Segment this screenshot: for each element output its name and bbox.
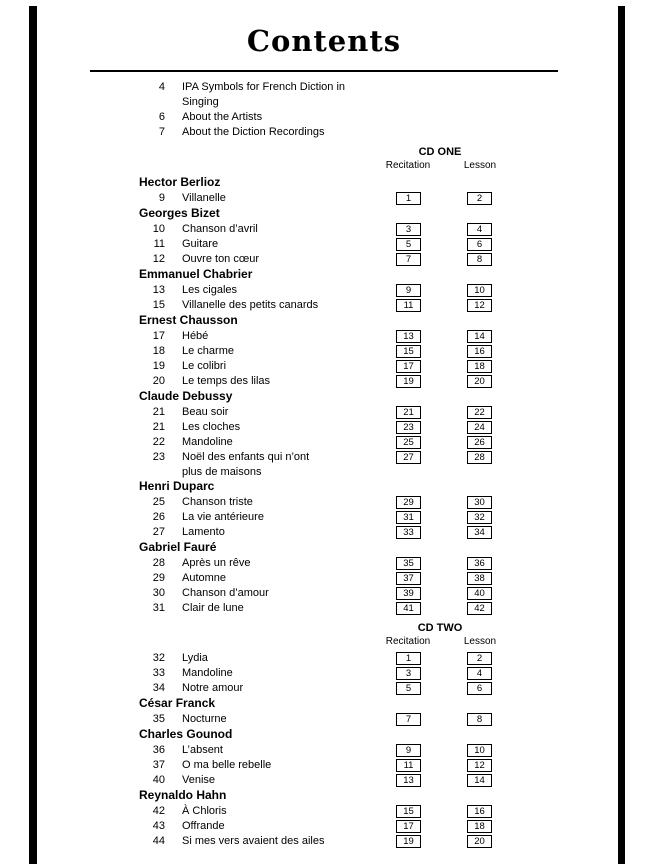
composer-name: Reynaldo Hahn <box>139 788 227 802</box>
recitation-track-box: 11 <box>396 759 421 772</box>
lesson-track-box: 24 <box>467 421 492 434</box>
recitation-column-label: Recitation <box>385 636 431 647</box>
song-row <box>0 222 648 237</box>
song-row <box>0 571 648 586</box>
front-matter-title: About the Diction Recordings <box>182 126 325 138</box>
song-title-line: Le colibri <box>182 360 227 372</box>
page-number: 23 <box>152 451 165 463</box>
composer-name: Charles Gounod <box>139 727 233 741</box>
recitation-track-box: 33 <box>396 526 421 539</box>
song-title <box>182 773 215 788</box>
song-title-line: Les cigales <box>182 284 238 296</box>
table-of-contents <box>0 80 648 849</box>
lesson-track-box: 14 <box>467 330 492 343</box>
title-rule <box>90 70 558 72</box>
lesson-track-box: 32 <box>467 511 492 524</box>
song-title-line: O ma belle rebelle <box>182 759 272 771</box>
lesson-track-box: 16 <box>467 805 492 818</box>
song-title <box>182 601 244 616</box>
song-title <box>182 804 227 819</box>
lesson-track-box: 26 <box>467 436 492 449</box>
lesson-track-box: 14 <box>467 774 492 787</box>
song-title <box>182 651 208 666</box>
recitation-track-box: 41 <box>396 602 421 615</box>
song-row <box>0 495 648 510</box>
song-title <box>182 374 270 389</box>
composer-row <box>0 788 648 804</box>
song-row <box>0 283 648 298</box>
page-title: Contents <box>246 24 402 58</box>
recitation-track-box: 31 <box>396 511 421 524</box>
lesson-track-box: 10 <box>467 744 492 757</box>
song-row <box>0 329 648 344</box>
page-number: 6 <box>158 111 165 123</box>
page-number: 30 <box>152 587 165 599</box>
composer-name: Henri Duparc <box>139 479 215 493</box>
page-number: 43 <box>152 820 165 832</box>
lesson-track-box: 2 <box>467 192 492 205</box>
composer-name: César Franck <box>139 696 216 710</box>
song-row <box>0 743 648 758</box>
song-row <box>0 681 648 696</box>
page-number: 21 <box>152 421 165 433</box>
recitation-track-box: 19 <box>396 835 421 848</box>
song-row <box>0 359 648 374</box>
recitation-track-box: 7 <box>396 713 421 726</box>
song-row <box>0 834 648 849</box>
composer-row <box>0 696 648 712</box>
song-title-line: Clair de lune <box>182 602 244 614</box>
lesson-track-box: 28 <box>467 451 492 464</box>
page-number: 13 <box>152 284 165 296</box>
recitation-track-box: 1 <box>396 652 421 665</box>
song-title-line: Les cloches <box>182 421 241 433</box>
song-title-line: Hébé <box>182 330 209 342</box>
lesson-track-box: 8 <box>467 713 492 726</box>
page-number: 34 <box>152 682 165 694</box>
song-title <box>182 222 258 237</box>
page-number: 25 <box>152 496 165 508</box>
page-number: 18 <box>152 345 165 357</box>
page-number: 33 <box>152 667 165 679</box>
cd-columns-row <box>0 160 648 175</box>
song-title-line: Villanelle <box>182 192 226 204</box>
page-number: 26 <box>152 511 165 523</box>
lesson-track-box: 18 <box>467 360 492 373</box>
song-title-line: Après un rêve <box>182 557 251 569</box>
lesson-track-box: 18 <box>467 820 492 833</box>
composer-name: Claude Debussy <box>139 389 233 403</box>
song-row <box>0 405 648 420</box>
song-title <box>182 237 218 252</box>
front-matter-row <box>0 80 648 110</box>
recitation-track-box: 23 <box>396 421 421 434</box>
page-number: 40 <box>152 774 165 786</box>
lesson-track-box: 6 <box>467 238 492 251</box>
song-row <box>0 556 648 571</box>
recitation-track-box: 13 <box>396 774 421 787</box>
page-number: 31 <box>152 602 165 614</box>
song-title <box>182 510 264 525</box>
lesson-track-box: 34 <box>467 526 492 539</box>
page-number: 35 <box>152 713 165 725</box>
lesson-track-box: 36 <box>467 557 492 570</box>
page-number: 4 <box>158 81 165 93</box>
page-number: 32 <box>152 652 165 664</box>
song-row <box>0 525 648 540</box>
song-row <box>0 435 648 450</box>
song-title-line: Chanson d’avril <box>182 223 258 235</box>
song-title <box>182 329 208 344</box>
lesson-track-box: 16 <box>467 345 492 358</box>
song-title <box>182 681 243 696</box>
composer-row <box>0 479 648 495</box>
lesson-track-box: 20 <box>467 835 492 848</box>
song-title-line: Villanelle des petits canards <box>182 299 319 311</box>
song-title <box>182 743 223 758</box>
song-title-line: Automne <box>182 572 227 584</box>
song-title-line: Nocturne <box>182 713 227 725</box>
song-title <box>182 525 225 540</box>
recitation-track-box: 5 <box>396 238 421 251</box>
composer-name: Hector Berlioz <box>139 175 221 189</box>
song-title-line: Venise <box>182 774 216 786</box>
lesson-track-box: 2 <box>467 652 492 665</box>
song-title <box>182 191 226 206</box>
page-number: 19 <box>152 360 165 372</box>
song-title <box>182 405 228 420</box>
composer-name: Emmanuel Chabrier <box>139 267 253 281</box>
song-row <box>0 712 648 727</box>
song-title <box>182 495 253 510</box>
song-row <box>0 252 648 267</box>
song-row <box>0 237 648 252</box>
recitation-track-box: 39 <box>396 587 421 600</box>
song-title-line: Guitare <box>182 238 219 250</box>
song-title-line: Lamento <box>182 526 225 538</box>
recitation-track-box: 29 <box>396 496 421 509</box>
cd-columns-row <box>0 636 648 651</box>
recitation-column-label: Recitation <box>385 160 431 171</box>
song-title-line: Mandoline <box>182 667 233 679</box>
lesson-track-box: 20 <box>467 375 492 388</box>
page-number: 42 <box>152 805 165 817</box>
song-title <box>182 344 234 359</box>
recitation-track-box: 3 <box>396 223 421 236</box>
lesson-track-box: 4 <box>467 667 492 680</box>
song-title-line: L’absent <box>182 744 223 756</box>
composer-row <box>0 175 648 191</box>
song-title-line: La vie antérieure <box>182 511 264 523</box>
song-title <box>182 298 318 313</box>
song-row <box>0 819 648 834</box>
lesson-track-box: 8 <box>467 253 492 266</box>
page-number: 22 <box>152 436 165 448</box>
composer-row <box>0 727 648 743</box>
song-title-line: Le temps des lilas <box>182 375 271 387</box>
recitation-track-box: 9 <box>396 744 421 757</box>
song-title <box>182 252 259 267</box>
song-title-line: Chanson d’amour <box>182 587 269 599</box>
song-row <box>0 773 648 788</box>
recitation-track-box: 27 <box>396 451 421 464</box>
page-number: 17 <box>152 330 165 342</box>
recitation-track-box: 17 <box>396 820 421 833</box>
recitation-track-box: 35 <box>396 557 421 570</box>
song-row <box>0 651 648 666</box>
composer-row <box>0 313 648 329</box>
song-title-line: À Chloris <box>182 805 227 817</box>
song-row <box>0 758 648 773</box>
lesson-track-box: 6 <box>467 682 492 695</box>
song-row <box>0 344 648 359</box>
composer-name: Ernest Chausson <box>139 313 238 327</box>
song-row <box>0 450 648 479</box>
composer-name: Gabriel Fauré <box>139 540 217 554</box>
recitation-track-box: 15 <box>396 345 421 358</box>
lesson-track-box: 4 <box>467 223 492 236</box>
song-title <box>182 666 233 681</box>
song-title <box>182 556 250 571</box>
song-title <box>182 420 240 435</box>
page-number: 9 <box>158 192 165 204</box>
song-title-line: Ouvre ton cœur <box>182 253 260 265</box>
lesson-track-box: 30 <box>467 496 492 509</box>
recitation-track-box: 19 <box>396 375 421 388</box>
lesson-track-box: 38 <box>467 572 492 585</box>
recitation-track-box: 15 <box>396 805 421 818</box>
recitation-track-box: 5 <box>396 682 421 695</box>
page-number: 27 <box>152 526 165 538</box>
front-matter-title: About the Artists <box>182 111 263 123</box>
song-title-line: Si mes vers avaient des ailes <box>182 835 325 847</box>
recitation-track-box: 1 <box>396 192 421 205</box>
song-row <box>0 601 648 616</box>
song-row <box>0 374 648 389</box>
front-matter-row <box>0 125 648 140</box>
recitation-track-box: 17 <box>396 360 421 373</box>
song-title-line: Noël des enfants qui n’ont <box>182 451 310 463</box>
cd-heading-row <box>0 622 648 636</box>
song-row <box>0 510 648 525</box>
song-title-line: Beau soir <box>182 406 229 418</box>
page-number: 28 <box>152 557 165 569</box>
lesson-track-box: 12 <box>467 299 492 312</box>
song-title-line: Chanson triste <box>182 496 253 508</box>
song-title-line: Mandoline <box>182 436 233 448</box>
song-row <box>0 420 648 435</box>
page-number: 11 <box>153 238 165 250</box>
song-title-line: plus de maisons <box>182 466 262 478</box>
lesson-column-label: Lesson <box>463 160 497 171</box>
song-title <box>182 819 225 834</box>
song-title <box>182 586 269 601</box>
cd-heading: CD TWO <box>417 622 463 634</box>
recitation-track-box: 13 <box>396 330 421 343</box>
front-matter-row <box>0 110 648 125</box>
lesson-column-label: Lesson <box>463 636 497 647</box>
song-row <box>0 666 648 681</box>
page-number: 36 <box>152 744 165 756</box>
page-number: 7 <box>158 126 165 138</box>
lesson-track-box: 12 <box>467 759 492 772</box>
song-title <box>182 758 271 773</box>
recitation-track-box: 9 <box>396 284 421 297</box>
song-title <box>182 834 324 849</box>
recitation-track-box: 25 <box>396 436 421 449</box>
page-number: 29 <box>152 572 165 584</box>
composer-name: Georges Bizet <box>139 206 220 220</box>
cd-heading-row <box>0 146 648 160</box>
song-title-line: Offrande <box>182 820 225 832</box>
song-title <box>182 359 226 374</box>
recitation-track-box: 3 <box>396 667 421 680</box>
front-matter-title: IPA Symbols for French Diction in Singing <box>182 81 346 108</box>
composer-row <box>0 267 648 283</box>
lesson-track-box: 10 <box>467 284 492 297</box>
song-title-line: Le charme <box>182 345 234 357</box>
song-row <box>0 298 648 313</box>
page-number: 10 <box>152 223 165 235</box>
lesson-track-box: 42 <box>467 602 492 615</box>
composer-row <box>0 540 648 556</box>
page-number: 12 <box>152 253 165 265</box>
recitation-track-box: 21 <box>396 406 421 419</box>
composer-row <box>0 206 648 222</box>
recitation-track-box: 37 <box>396 572 421 585</box>
page-number: 21 <box>152 406 165 418</box>
page-number: 20 <box>152 375 165 387</box>
page-number: 44 <box>152 835 165 847</box>
song-row <box>0 804 648 819</box>
composer-row <box>0 389 648 405</box>
page-number: 15 <box>152 299 165 311</box>
song-title <box>182 712 227 727</box>
song-title <box>182 571 226 586</box>
lesson-track-box: 22 <box>467 406 492 419</box>
song-row <box>0 586 648 601</box>
song-row <box>0 191 648 206</box>
cd-heading: CD ONE <box>418 146 462 158</box>
song-title <box>182 283 237 298</box>
page-number: 37 <box>152 759 165 771</box>
song-title-line: Lydia <box>182 652 208 664</box>
song-title <box>182 435 233 450</box>
recitation-track-box: 7 <box>396 253 421 266</box>
song-title <box>182 450 309 479</box>
recitation-track-box: 11 <box>396 299 421 312</box>
song-title-line: Notre amour <box>182 682 244 694</box>
lesson-track-box: 40 <box>467 587 492 600</box>
